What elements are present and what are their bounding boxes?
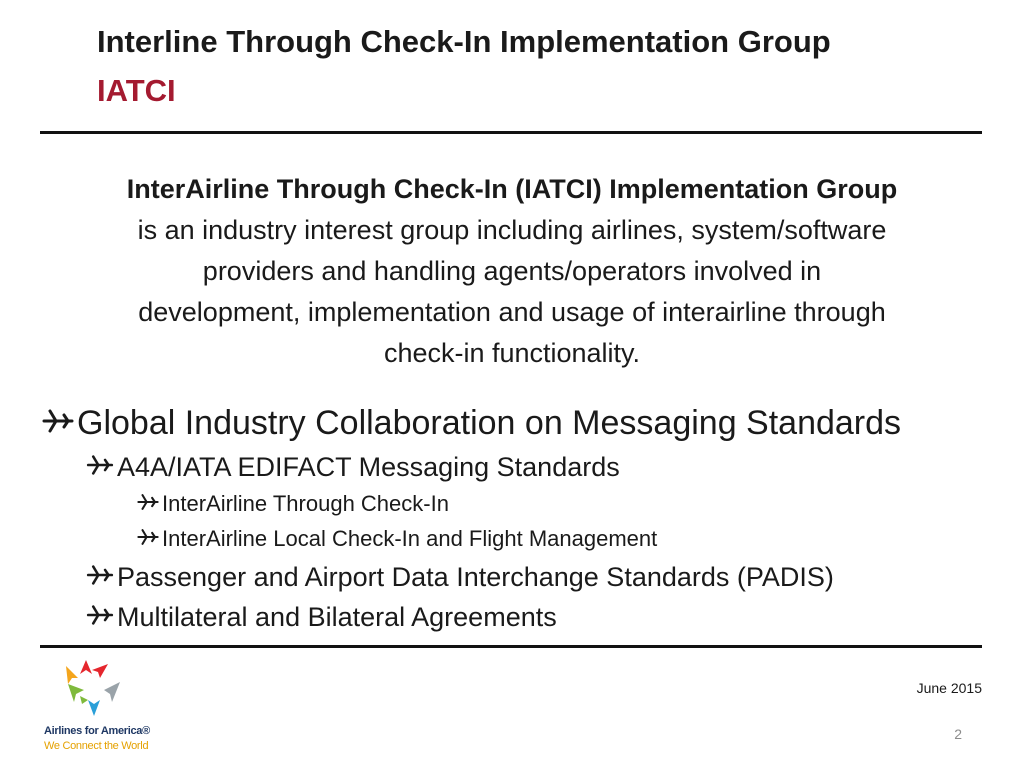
bullet-text: Global Industry Collaboration on Messaging Standards <box>77 404 902 442</box>
bullet-item <box>86 450 620 484</box>
bullet-text: A4A/IATA EDIFACT Messaging Standards <box>117 452 620 482</box>
intro-paragraph <box>30 169 994 374</box>
airplane-icon <box>137 525 159 553</box>
bullet-text: InterAirline Local Check-In and Flight Management <box>162 526 658 551</box>
slide-subtitle: IATCI <box>97 73 176 108</box>
airplane-icon <box>86 450 114 484</box>
bullet-text: Passenger and Airport Data Interchange Standards (PADIS) <box>117 562 834 592</box>
intro-line: providers and handling agents/operators involved in <box>202 256 822 286</box>
intro-line: is an industry interest group including airlines, system/software <box>137 215 887 245</box>
bullet-text: Multilateral and Bilateral Agreements <box>117 602 557 632</box>
slide-title: Interline Through Check-In Implementation Group <box>97 24 831 59</box>
intro-heading: InterAirline Through Check-In (IATCI) Implementation Group <box>126 174 898 204</box>
logo-tagline: We Connect the World <box>44 740 149 752</box>
bullet-item <box>86 560 834 594</box>
intro-line: check-in functionality. <box>383 338 641 368</box>
airplane-icon <box>137 490 159 518</box>
bullet-item <box>137 525 657 553</box>
bullet-item <box>137 490 449 518</box>
airplane-icon <box>42 402 74 444</box>
logo-name: Airlines for America® <box>44 725 150 737</box>
airplane-icon <box>86 560 114 594</box>
bullet-item <box>42 402 901 444</box>
bullet-text: InterAirline Through Check-In <box>162 491 449 516</box>
top-divider <box>40 131 982 134</box>
logo-planes-icon <box>44 656 134 718</box>
bullet-item <box>86 600 557 634</box>
page-number: 2 <box>954 726 962 742</box>
intro-line: development, implementation and usage of interairline through <box>138 297 886 327</box>
slide-date: June 2015 <box>916 680 982 696</box>
bottom-divider <box>40 645 982 648</box>
airplane-icon <box>86 600 114 634</box>
